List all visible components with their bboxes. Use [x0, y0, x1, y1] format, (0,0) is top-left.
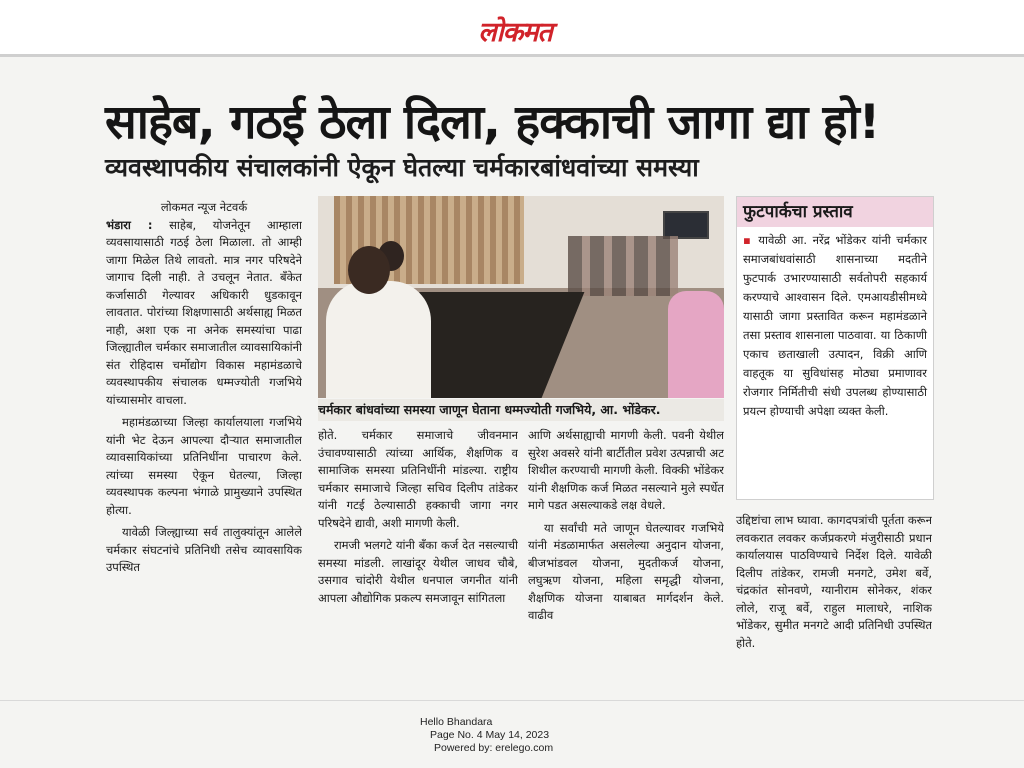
paragraph: साहेब, योजनेतून आम्हाला व्यवसायासाठी गठई ठेला मिळाला. तो आम्ही जागा मिळेल तिथे लावतो. मात्र नगर परिषदेने जागाच दिली नाही. ते उचलून नेतात. बँकेत कर्जासाठी गेल्यावर अधिकारी धुडकावून लावतात. पोरांच्या शिक्षणासाठी अर्थसाह्य मिळत नाही, अशा एक ना अनेक समस्यांचा पाढा जिल्ह्यातील चर्मकार समाजातील व्यावसायिकांनी संत रोहिदास चर्मोद्योग विकास महामंडळाचे व्यवस्थापकीय संचालक धम्मज्योती गजभिये यांच्यासमोर वाचला. — [106, 217, 302, 407]
footer — [420, 716, 620, 755]
subheadline: व्यवस्थापकीय संचालकांनी ऐकून घेतल्या चर्मकारबांधवांच्या समस्या — [105, 153, 699, 182]
article-column-4 — [736, 512, 932, 700]
sidebar-title: फुटपार्कचा प्रस्ताव — [737, 197, 933, 227]
paragraph: रामजी भलगटे यांनी बँका कर्ज देत नसल्याची समस्या मांडली. लाखांदूर येथील जाधव चौबे, उसगाव चांदोरी येथील धनपाल जगनीत यांनी आपला औद्योगिक प्रकल्प समजावून सांगितला — [318, 538, 518, 605]
paragraph: यावेळी जिल्ह्याच्या सर्व तालुक्यांतून आलेले चर्मकार संघटनांचे प्रतिनिधी तसेच व्यावसायिक उपस्थित — [106, 525, 302, 574]
sidebar-box — [736, 196, 934, 500]
headline: साहेब, गठई ठेला दिला, हक्काची जागा द्या हो! — [105, 95, 880, 150]
tv-icon — [663, 211, 709, 239]
powered-by: Powered by: erelego.com — [434, 742, 554, 754]
page-date: Page No. 4 May 14, 2023 — [430, 729, 550, 741]
article-column-2 — [318, 427, 518, 699]
dateline: भंडारा : — [106, 217, 153, 232]
news-photo — [318, 196, 724, 398]
article-column-3 — [528, 427, 724, 699]
paragraph: या सर्वांची मते जाणून घेतल्यावर गजभिये यांनी मंडळामार्फत असलेल्या अनुदान योजना, बीजभांडवल योजना, मुदतीकर्ज योजना, लघुऋण योजना, महिला समृद्धी योजना, शैक्षणिक योजना याबाबत मार्गदर्शन केले. वाढीव — [528, 520, 724, 622]
sidebar-paragraph: यावेळी आ. नरेंद्र भोंडेकर यांनी चर्मकार समाजबांधवांसाठी शासनाच्या मदतीने फुटपार्क उभारण्यासाठी सर्वतोपरी सहकार्य करण्याचे आश्वासन दिले. — [743, 233, 927, 304]
sidebar-paragraph: एमआयडीसीमध्ये यासाठी जागा प्रस्तावित करून महामंडळाने तसा प्रस्ताव शासनाला पाठवावा. या ठिकाणी एकाच छताखाली उत्पादन, विक्री आणि वाहतूक या सुविधांसह मोठ्या प्रमाणावर रोजगार निर्मितीची संधी उपलब्ध होण्यासाठी प्रयत्न होण्याची अपेक्षा व्यक्त केली. — [743, 290, 928, 418]
footer-rule — [0, 700, 1024, 701]
masthead — [0, 0, 1024, 56]
bullet-icon: ▪ — [743, 233, 753, 247]
paragraph: महामंडळाच्या जिल्हा कार्यालयाला गजभिये यांनी भेट देऊन आपल्या दौऱ्यात समाजातील व्यावसायिकांच्या प्रतिनिधींना पाचारण केले. त्यांच्या समस्या ऐकून घेतल्या, जिल्हा व्यवस्थापक कल्पना भंगाळे प्रामुख्याने उपस्थित होत्या. — [106, 415, 302, 517]
paragraph: उद्दिष्टांचा लाभ घ्यावा. कागदपत्रांची पूर्तता करून लवकरात लवकर कर्जप्रकरणे मंजुरीसाठी प्रधान कार्यालयास पाठविण्याचे निर्देश दिले. यावेळी दिलीप तांडेकर, रामजी मनगटे, उमेश बर्वे, चंद्रकांत सोनवणे, ग्यानीराम सोनेकर, शंकर लोले, राजू बर्वे, राहुल मालाधरे, नाशिक भोंडेकर, सुमीत मनगटे आदी प्रतिनिधी उपस्थित होते. — [736, 513, 932, 650]
photo-caption: चर्मकार बांधवांच्या समस्या जाणून घेताना धम्मज्योती गजभिये, आ. भोंडेकर. — [318, 399, 724, 421]
masthead-rule — [0, 54, 1024, 57]
edition-name: Hello Bhandara — [420, 716, 493, 728]
paragraph: होते. चर्मकार समाजाचे जीवनमान उंचावण्यासाठी त्यांच्या आर्थिक, शैक्षणिक व सामाजिक समस्या प्रतिनिधींनी मांडल्या. राष्ट्रीय चर्मकार समाजाचे जिल्हा सचिव दिलीप तांडेकर यांनी गटई ठेल्यासाठी हक्काची जागा नगर परिषदेने द्यावी, अशी मागणी केली. — [318, 428, 518, 530]
paragraph: आणि अर्थसाह्याची मागणी केली. पवनी येथील सुरेश अवसरे यांनी बार्टीतील प्रवेश उत्पन्नाची अट शिथील करण्याची मागणी केली. विक्की भोंडेकर यांनी शैक्षणिक कर्ज मिळत नसल्याने मुले स्पर्धेत मागे पडत असल्याकडे लक्ष वेधले. — [528, 428, 724, 512]
newspaper-logo: लोकमत — [478, 17, 552, 48]
byline: लोकमत न्यूज नेटवर्क — [160, 200, 248, 214]
article-column-1 — [106, 199, 302, 699]
